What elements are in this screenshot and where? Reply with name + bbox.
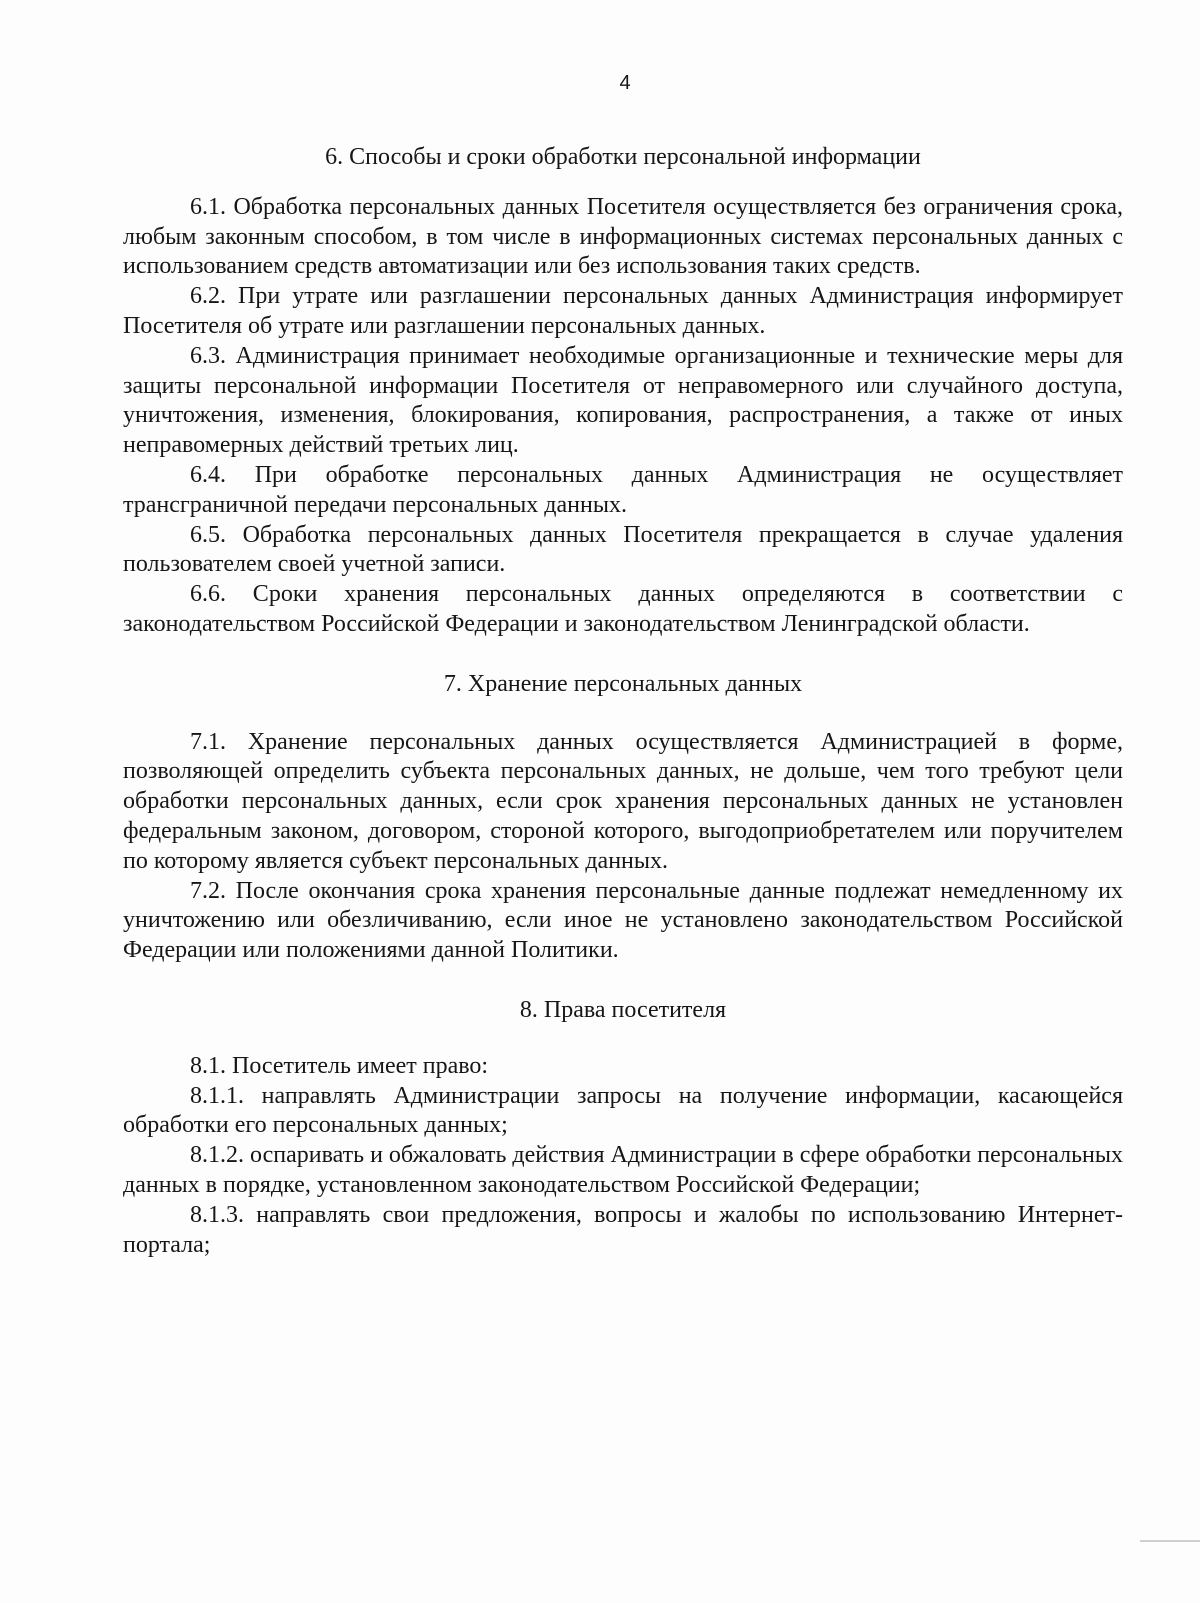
scan-edge-mark (1140, 1540, 1200, 1542)
page-number: 4 (619, 72, 631, 94)
paragraph-6-6: 6.6. Сроки хранения персональных данных определяются в соответствии с законодательством Российской Федерации и законодательством Ленинградской области. (123, 581, 1123, 637)
paragraph-6-1: 6.1. Обработка персональных данных Посетителя осуществляется без ограничения срока, любым законным способом, в том числе в информационных системах персональных данных с использованием средств автоматизации или без использования таких средств. (123, 193, 1123, 280)
paragraph-6-5: 6.5. Обработка персональных данных Посетителя прекращается в случае удаления пользователем своей учетной записи. (123, 521, 1123, 578)
section-8-heading: 8. Права посетителя (519, 996, 727, 1023)
section-6-heading: 6. Способы и сроки обработки персональной информации (325, 144, 921, 170)
document-body (123, 143, 1123, 1260)
paragraph-7-2: 7.2. После окончания срока хранения персональные данные подлежат немедленному их уничтожению или обезличиванию, если иное не установлено законодательством Российской Федерации или положениями данной Политики. (123, 877, 1123, 964)
paragraph-6-2: 6.2. При утрате или разглашении персональных данных Администрация информирует Посетителя об утрате или разглашении персональных данных. (123, 283, 1123, 339)
paragraph-8-1-1: 8.1.1. направлять Администрации запросы на получение информации, касающейся обработки его персональных данных; (123, 1082, 1123, 1139)
paragraph-8-1-3: 8.1.3. направлять свои предложения, вопросы и жалобы по использованию Интернет-портала; (123, 1201, 1123, 1258)
paragraph-6-3: 6.3. Администрация принимает необходимые организационные и технические меры для защиты персональной информации Посетителя от неправомерного или случайного доступа, уничтожения, изменения, блокирования, копирования, распространения, а также от иных неправомерных действий третьих лиц. (123, 342, 1123, 459)
paragraph-6-4: 6.4. При обработке персональных данных Администрация не осуществляет трансграничной передачи персональных данных. (123, 461, 1123, 518)
paragraph-7-1: 7.1. Хранение персональных данных осуществляется Администрацией в форме, позволяющей определить субъекта персональных данных, не дольше, чем того требуют цели обработки персональных данных, если срок хранения персональных данных не установлен федеральным законом, договором, стороной которого, выгодоприобретателем или поручителем по которому является субъект персональных данных. (123, 728, 1123, 874)
paragraph-8-1-2: 8.1.2. оспаривать и обжаловать действия Администрации в сфере обработки персональных данных в порядке, установленном законодательством Российской Федерации; (123, 1142, 1123, 1198)
paragraph-8-1: 8.1. Посетитель имеет право: (190, 1052, 489, 1079)
section-7-heading: 7. Хранение персональных данных (443, 670, 803, 697)
